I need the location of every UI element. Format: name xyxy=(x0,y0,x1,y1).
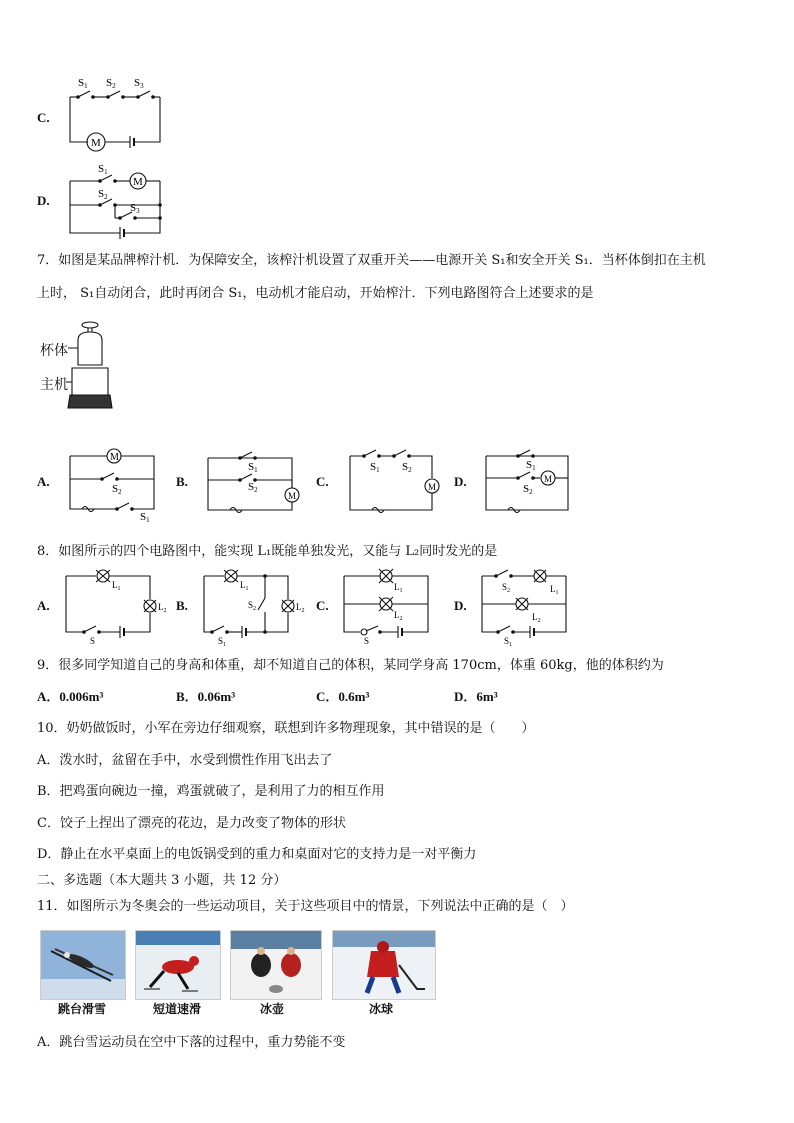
photo-ice-hockey xyxy=(332,930,436,1000)
svg-text:S2: S2 xyxy=(523,483,533,496)
svg-text:L1: $L_1$ xyxy=(240,580,249,592)
q7-option-d[interactable]: D. xyxy=(454,474,467,489)
svg-text:L1: $L_1$ xyxy=(550,584,559,596)
svg-text:S1: $S_1$ xyxy=(504,636,513,648)
q8-option-a[interactable]: A. xyxy=(37,598,50,613)
svg-text:S: S xyxy=(364,636,370,646)
svg-text:S2: S2 xyxy=(112,483,122,496)
juicer-illustration xyxy=(38,320,138,420)
q7-option-b[interactable]: B. xyxy=(176,474,188,489)
svg-text:S2: $S_2$ xyxy=(502,582,511,594)
svg-text:L2: $L_2$ xyxy=(532,612,541,624)
q6-circuit-c xyxy=(60,72,180,162)
q10-text: 10．奶奶做饭时，小军在旁边仔细观察，联想到许多物理现象，其中错误的是（ ） xyxy=(37,721,535,736)
q9-choice-b[interactable]: B．0.06m³ xyxy=(176,689,236,704)
q7-text-line2: 上时， S₁自动闭合，此时再闭合 S₁，电动机才能启动，开始榨汁．下列电路图符合上述要求的是 xyxy=(37,286,594,301)
caption-curling: 冰壶 xyxy=(259,1002,284,1016)
svg-text:L1: $L_1$ xyxy=(394,582,403,594)
q8-circuit-c xyxy=(340,566,440,646)
caption-ice-hockey: 冰球 xyxy=(368,1002,393,1016)
svg-text:S1: S1 xyxy=(140,511,150,524)
svg-text:S: S xyxy=(90,636,96,646)
q8-option-b[interactable]: B. xyxy=(176,598,188,613)
motor-label: M xyxy=(91,137,101,149)
svg-text:S1: S1 xyxy=(526,459,536,472)
q11-text: 11．如图所示为冬奥会的一些运动项目，关于这些项目中的情景，下列说法中正确的是（ ） xyxy=(37,899,574,914)
q8-option-c[interactable]: C. xyxy=(316,598,329,613)
q7-circuit-a xyxy=(62,444,162,524)
q8-option-d[interactable]: D. xyxy=(454,598,467,613)
photo-ski-jumping xyxy=(40,930,126,1000)
svg-text:M: M xyxy=(288,491,297,501)
q9-choice-c[interactable]: C．0.6m³ xyxy=(316,689,370,704)
svg-text:M: M xyxy=(544,474,553,484)
q7-text-line1: 7．如图是某品牌榨汁机．为保障安全，该榨汁机设置了双重开关——电源开关 S₁和安全开关 S₁．当杯体倒扣在主机 xyxy=(37,253,706,268)
q9-choice-a[interactable]: A．0.006m³ xyxy=(37,689,104,704)
svg-text:M: M xyxy=(110,452,119,463)
svg-text:S2: $S_2$ xyxy=(248,600,257,612)
caption-ski-jumping: 跳台滑雪 xyxy=(57,1002,106,1016)
q9-text: 9．很多同学知道自己的身高和体重，却不知道自己的体积，某同学身高 170cm，体重 60kg，他的体积约为 xyxy=(37,658,664,673)
s1-label: S1 xyxy=(78,77,88,90)
q11-option-a[interactable]: A．跳台雪运动员在空中下落的过程中，重力势能不变 xyxy=(37,1035,346,1050)
svg-text:L1: $L_1$ xyxy=(112,580,121,592)
s2-label: S2 xyxy=(106,77,116,90)
q10-option-a[interactable]: A．泼水时，盆留在手中，水受到惯性作用飞出去了 xyxy=(37,753,333,768)
svg-text:S1: S1 xyxy=(370,461,380,474)
svg-text:S1: $S_1$ xyxy=(218,636,227,648)
svg-text:S2: S2 xyxy=(402,461,412,474)
q7-option-a[interactable]: A. xyxy=(37,474,50,489)
q10-option-b[interactable]: B．把鸡蛋向碗边一撞，鸡蛋就破了，是利用了力的相互作用 xyxy=(37,784,385,799)
caption-short-track: 短道速滑 xyxy=(152,1002,201,1016)
svg-text:S1: S1 xyxy=(98,163,108,176)
q9-choice-d[interactable]: D．6m³ xyxy=(454,689,498,704)
svg-text:L2: $L_2$ xyxy=(158,602,167,614)
q6-circuit-d xyxy=(60,163,180,238)
svg-text:M: M xyxy=(133,176,143,188)
q8-text: 8．如图所示的四个电路图中，能实现 L₁既能单独发光，又能与 L₂同时发光的是 xyxy=(37,544,498,559)
section-heading-multiple-choice: 二、多选题（本大题共 3 小题，共 12 分） xyxy=(37,873,287,888)
q6-option-d[interactable]: D. xyxy=(37,193,50,208)
label-main-unit: 主机 xyxy=(40,377,68,393)
svg-text:L2: $L_2$ xyxy=(394,610,403,622)
q8-circuit-b xyxy=(200,568,310,648)
q7-circuit-c xyxy=(342,448,447,523)
svg-text:S2: S2 xyxy=(98,188,108,201)
svg-text:S3: S3 xyxy=(130,202,140,215)
q7-circuit-d xyxy=(478,448,583,523)
s3-label: S3 xyxy=(134,77,144,90)
label-cup-body: 杯体 xyxy=(40,343,68,359)
q8-circuit-a xyxy=(62,568,172,646)
q10-option-c[interactable]: C．饺子上捏出了漂亮的花边，是力改变了物体的形状 xyxy=(37,816,346,831)
svg-text:L2: $L_2$ xyxy=(296,602,305,614)
q7-circuit-b xyxy=(200,450,305,525)
q10-option-d[interactable]: D．静止在水平桌面上的电饭锅受到的重力和桌面对它的支持力是一对平衡力 xyxy=(37,847,477,862)
svg-text:S2: S2 xyxy=(248,481,258,494)
q8-circuit-d xyxy=(478,566,578,648)
q6-option-c[interactable]: C. xyxy=(37,110,50,125)
photo-curling xyxy=(230,930,322,1000)
svg-text:M: M xyxy=(428,482,437,492)
q7-option-c[interactable]: C. xyxy=(316,474,329,489)
photo-short-track xyxy=(135,930,221,1000)
svg-text:S1: S1 xyxy=(248,461,258,474)
